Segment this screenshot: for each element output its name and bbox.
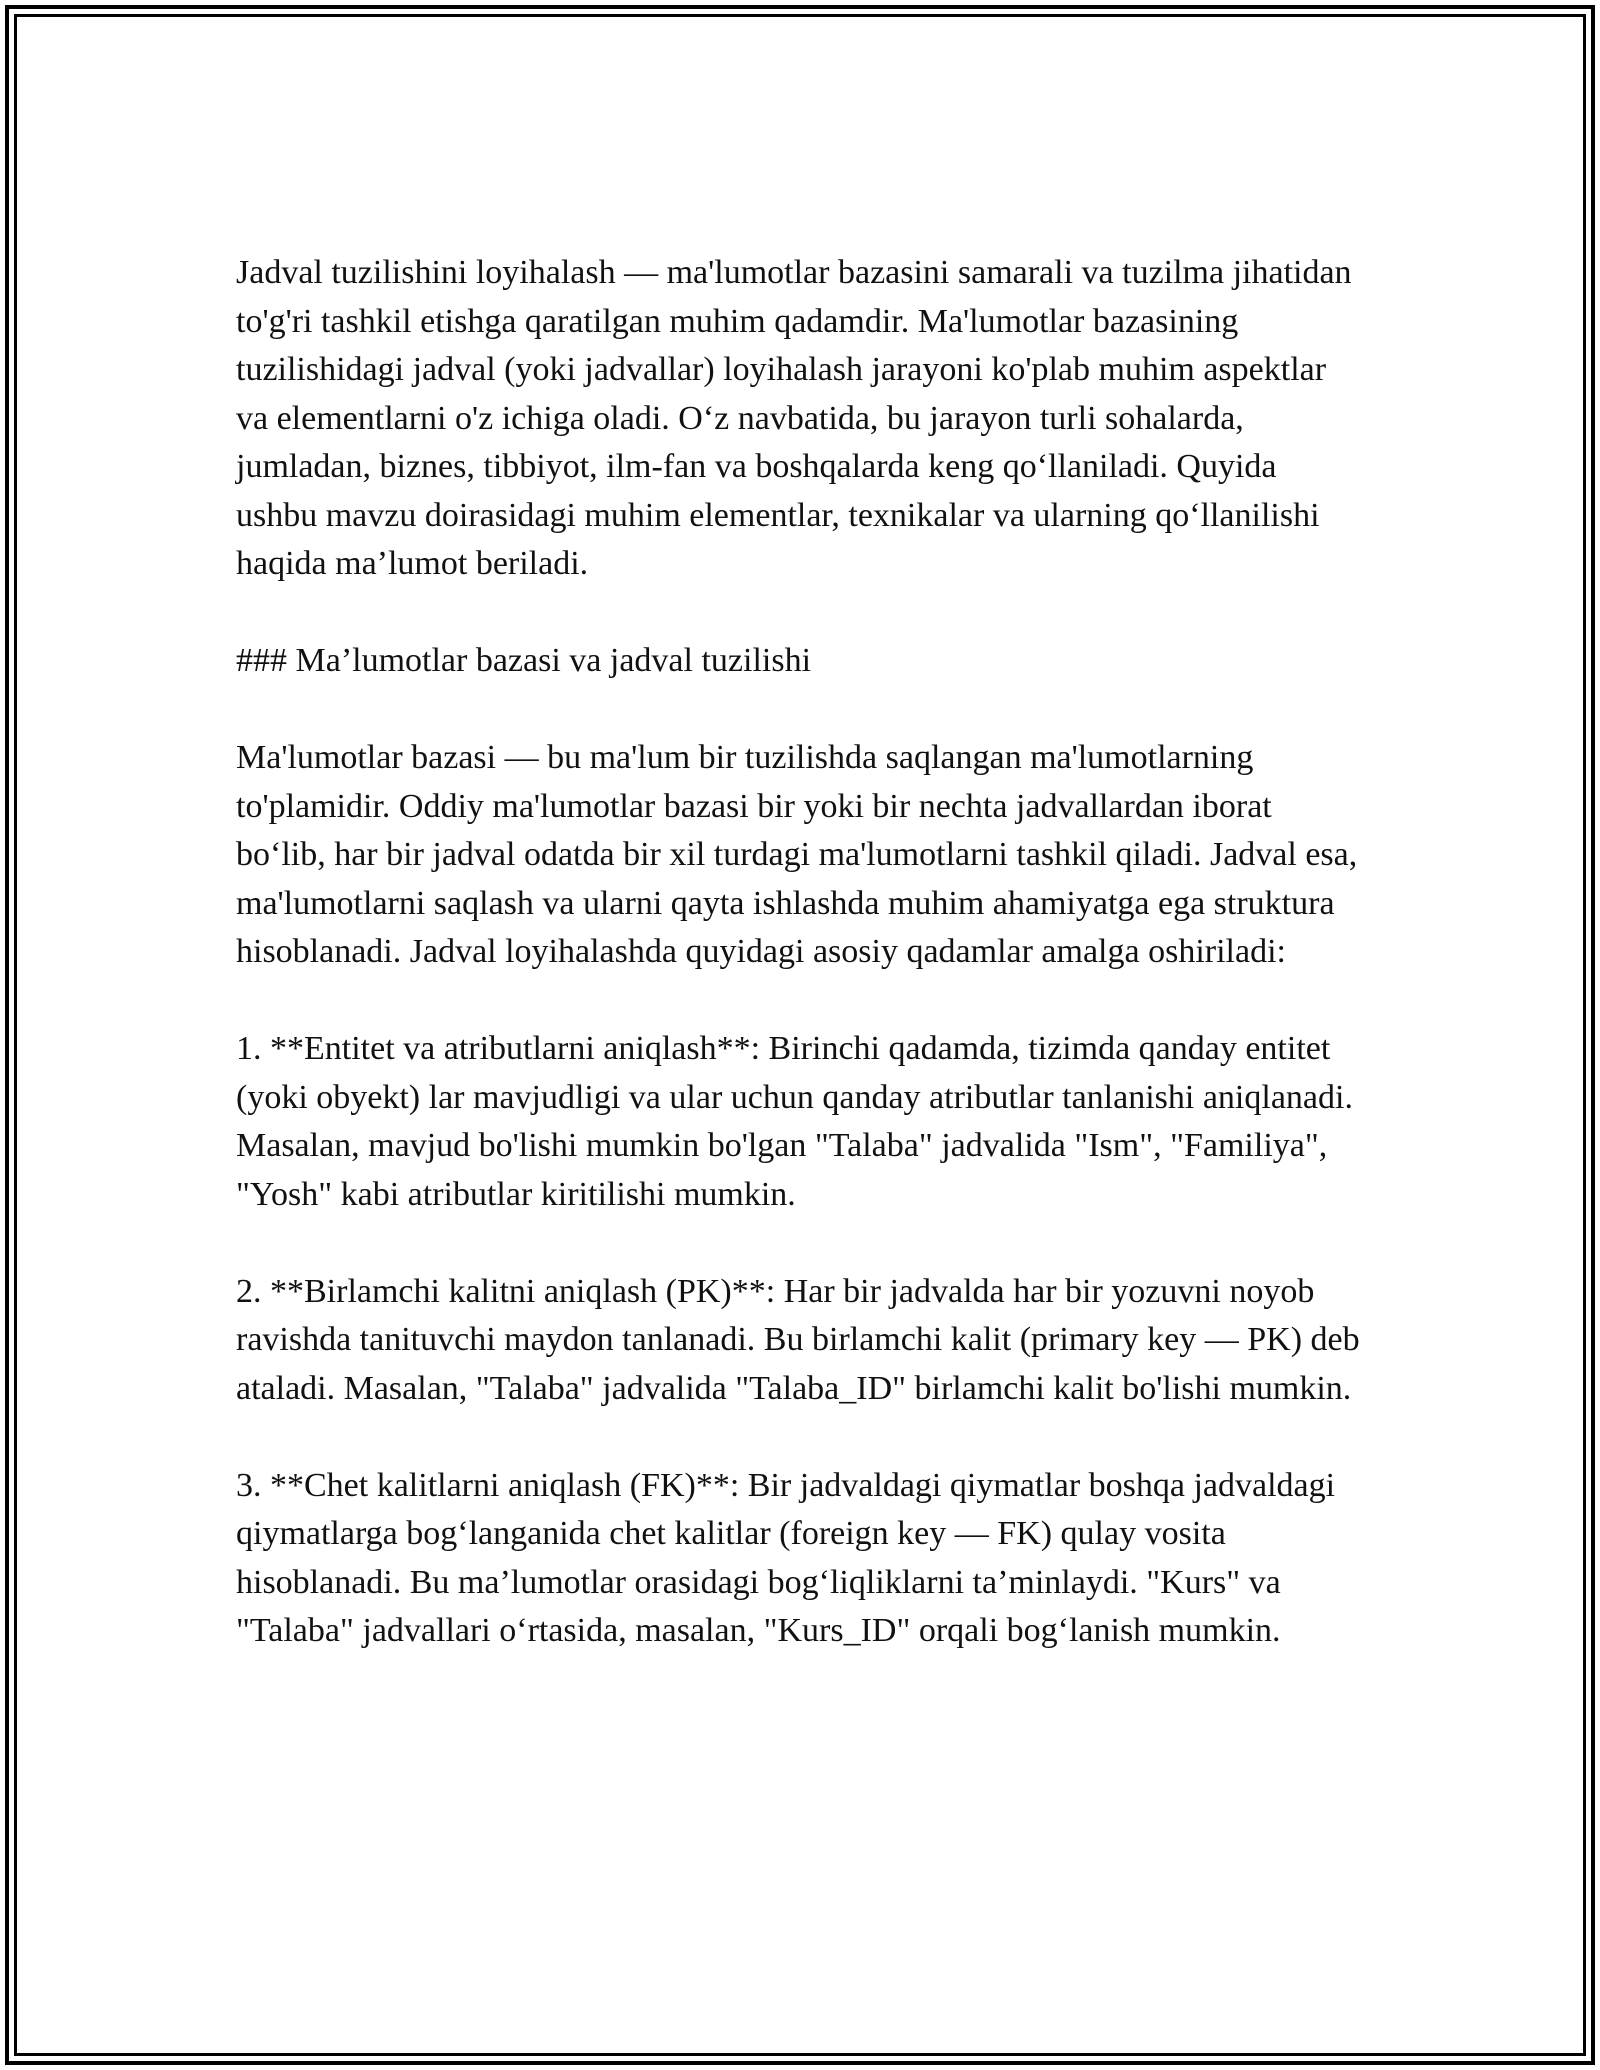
document-body: [236, 249, 1366, 1656]
list-item-3: 3. **Chet kalitlarni aniqlash (FK)**: Bir jadvaldagi qiymatlar boshqa jadvaldagi qiymatlarga bog‘langanida chet kalitlar (foreign key — FK) qulay vosita hisoblanadi. Bu ma’lumotlar orasidagi bog‘liqliklarni ta’minlaydi. "Kurs" va "Talaba" jadvallari o‘rtasida, masalan, "Kurs_ID" orqali bog‘lanish mumkin.: [236, 1466, 1336, 1649]
list-item-1: 1. **Entitet va atributlarni aniqlash**: Birinchi qadamda, tizimda qanday entitet (yoki obyekt) lar mavjudligi va ular uchun qanday atributlar tanlanishi aniqlanadi. Masalan, mavjud bo'lishi mumkin bo'lgan "Talaba" jadvalida "Ism", "Familiya", "Yosh" kabi atributlar kiritilishi mumkin.: [236, 1030, 1353, 1213]
intro-paragraph: Jadval tuzilishini loyihalash — ma'lumotlar bazasini samarali va tuzilma jihatidan to'g'ri tashkil etishga qaratilgan muhim qadamdir. Ma'lumotlar bazasining tuzilishidagi jadval (yoki jadvallar) loyihalash jarayoni ko'plab muhim aspektlar va elementlarni o'z ichiga oladi. O‘z navbatida, bu jarayon turli sohalarda, jumladan, biznes, tibbiyot, ilm-fan va boshqalarda keng qo‘llaniladi. Quyida ushbu mavzu doirasidagi muhim elementlar, texnikalar va ularning qo‘llanilishi haqida ma’lumot beriladi.: [236, 254, 1352, 582]
section-heading: ### Ma’lumotlar bazasi va jadval tuzilishi: [236, 642, 812, 679]
database-paragraph: Ma'lumotlar bazasi — bu ma'lum bir tuzilishda saqlangan ma'lumotlarning to'plamidir. Oddiy ma'lumotlar bazasi bir yoki bir nechta jadvallardan iborat bo‘lib, har bir jadval odatda bir xil turdagi ma'lumotlarni tashkil qiladi. Jadval esa, ma'lumotlarni saqlash va ularni qayta ishlashda muhim ahamiyatga ega struktura hisoblanadi. Jadval loyihalashda quyidagi asosiy qadamlar amalga oshiriladi:: [236, 739, 1358, 970]
list-item-2: 2. **Birlamchi kalitni aniqlash (PK)**: Har bir jadvalda har bir yozuvni noyob ravishda tanituvchi maydon tanlanadi. Bu birlamchi kalit (primary key — PK) deb ataladi. Masalan, "Talaba" jadvalida "Talaba_ID" birlamchi kalit bo'lishi mumkin.: [236, 1272, 1360, 1407]
